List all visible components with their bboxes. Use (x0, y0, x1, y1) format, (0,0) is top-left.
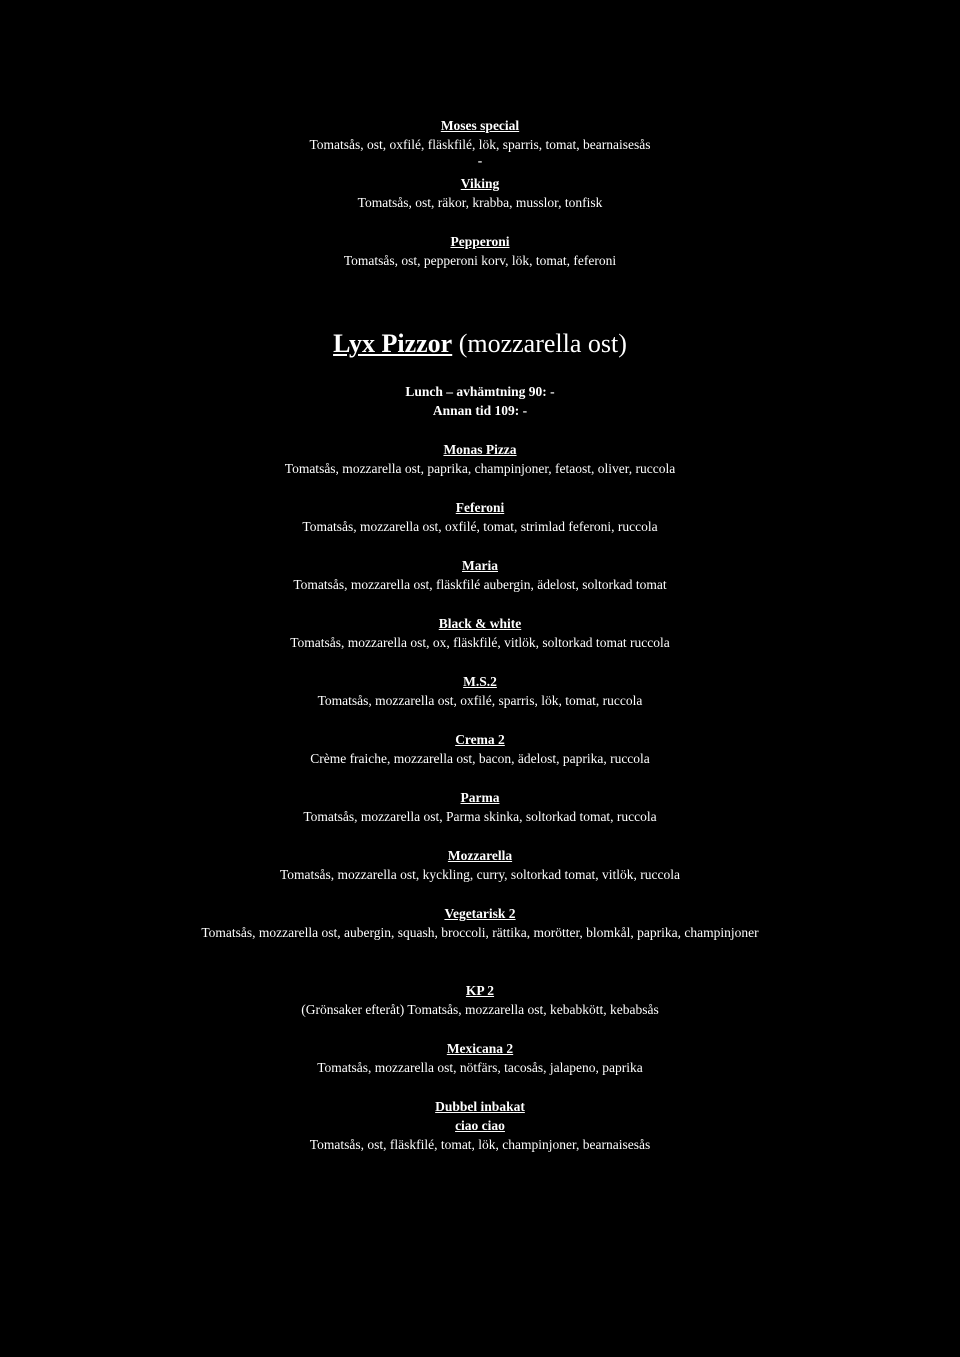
item-desc-parma: Tomatsås, mozzarella ost, Parma skinka, soltorkad tomat, ruccola (303, 809, 657, 824)
item-name-ciao-ciao: ciao ciao (455, 1118, 505, 1133)
section-heading (0, 328, 960, 360)
item-desc-ms2: Tomatsås, mozzarella ost, oxfilé, sparris, lök, tomat, ruccola (317, 693, 643, 708)
item-name-monas-pizza: Monas Pizza (443, 442, 517, 457)
item-desc-monas-pizza: Tomatsås, mozzarella ost, paprika, champinjoner, fetaost, oliver, ruccola (284, 461, 676, 476)
item-label-dubbel-inbakat: Dubbel inbakat (435, 1099, 525, 1114)
item-desc-crema-2: Crème fraiche, mozzarella ost, bacon, ädelost, paprika, ruccola (310, 751, 650, 766)
item-desc-kp-2: (Grönsaker efteråt) Tomatsås, mozzarella ost, kebabkött, kebabsås (301, 1002, 659, 1017)
item-desc-pepperoni: Tomatsås, ost, pepperoni korv, lök, tomat, feferoni (343, 253, 617, 268)
section-subtitle: (mozzarella ost) (458, 329, 627, 358)
item-desc-maria: Tomatsås, mozzarella ost, fläskfilé aubergin, ädelost, soltorkad tomat (293, 577, 667, 592)
item-desc-viking: Tomatsås, ost, räkor, krabba, musslor, tonfisk (357, 195, 603, 210)
price-lunch: Lunch – avhämtning 90: - (405, 384, 555, 399)
item-desc-vegetarisk-2: Tomatsås, mozzarella ost, aubergin, squash, broccoli, rättika, morötter, blomkål, paprika, champinjoner (201, 925, 759, 940)
item-name-black-white: Black & white (438, 616, 522, 631)
item-name-crema-2: Crema 2 (455, 732, 505, 747)
item-name-maria: Maria (462, 558, 498, 573)
item-name-pepperoni: Pepperoni (450, 234, 510, 249)
item-name-mexicana-2: Mexicana 2 (446, 1041, 514, 1056)
item-name-vegetarisk-2: Vegetarisk 2 (444, 906, 516, 921)
item-name-kp-2: KP 2 (465, 983, 495, 998)
item-name-parma: Parma (460, 790, 500, 805)
item-desc-black-white: Tomatsås, mozzarella ost, ox, fläskfilé, vitlök, soltorkad tomat ruccola (290, 635, 670, 650)
item-separator: - (477, 153, 483, 168)
item-desc-moses-special: Tomatsås, ost, oxfilé, fläskfilé, lök, sparris, tomat, bearnaisesås (309, 137, 651, 152)
item-desc-mexicana-2: Tomatsås, mozzarella ost, nötfärs, tacosås, jalapeno, paprika (317, 1060, 643, 1075)
section-title: Lyx Pizzor (333, 329, 453, 358)
item-desc-mozzarella: Tomatsås, mozzarella ost, kyckling, curry, soltorkad tomat, vitlök, ruccola (279, 867, 681, 882)
item-name-moses-special: Moses special (440, 118, 520, 133)
item-desc-ciao-ciao: Tomatsås, ost, fläskfilé, tomat, lök, champinjoner, bearnaisesås (309, 1137, 651, 1152)
item-desc-feferoni: Tomatsås, mozzarella ost, oxfilé, tomat, strimlad feferoni, ruccola (302, 519, 658, 534)
item-name-viking: Viking (460, 176, 500, 191)
item-name-feferoni: Feferoni (455, 500, 505, 515)
item-name-mozzarella: Mozzarella (447, 848, 513, 863)
item-name-ms2: M.S.2 (463, 674, 497, 689)
price-other: Annan tid 109: - (432, 403, 528, 418)
